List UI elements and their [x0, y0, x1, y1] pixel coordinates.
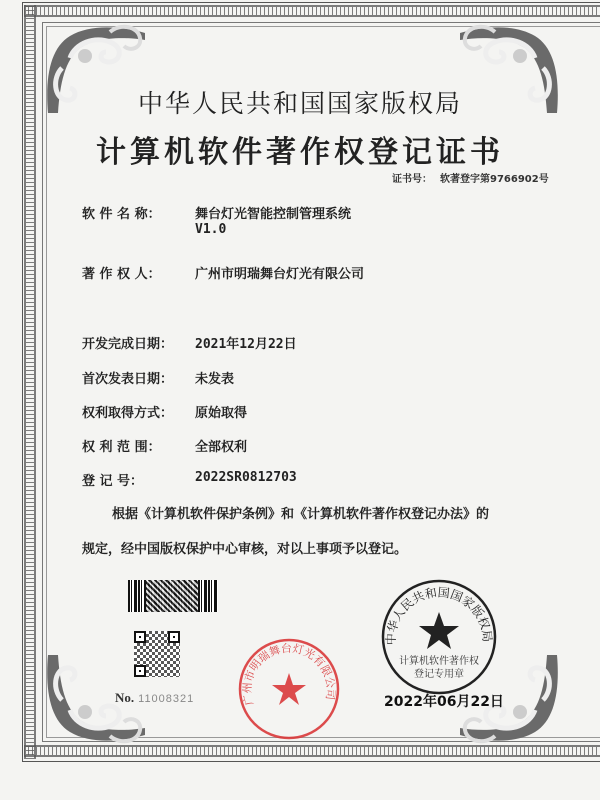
- serial-number: [115, 690, 194, 706]
- official-seal-text: 中华人民共和国国家版权局: [383, 585, 495, 646]
- field-value: 广州市明瑞舞台灯光有限公司: [195, 267, 365, 282]
- field-label: 权利取得方式：: [82, 406, 174, 421]
- field-label: 权 利 范 围：: [82, 440, 161, 455]
- certificate-number-label: 证书号：: [392, 174, 432, 185]
- field-registration-number: [82, 470, 297, 489]
- qr-code-icon: [134, 631, 180, 677]
- field-value: 舞台灯光智能控制管理系统: [195, 207, 352, 222]
- field-value: 原始取得: [195, 406, 248, 421]
- serial-number-value: 11008321: [138, 693, 195, 705]
- certificate-number: [392, 170, 549, 185]
- field-label: 首次发表日期：: [82, 372, 174, 387]
- company-seal-text: 广州市明瑞舞台灯光有限公司: [240, 641, 338, 707]
- serial-number-label: No.: [115, 690, 135, 705]
- official-seal-inner-line-1: 计算机软件著作权: [399, 656, 479, 667]
- field-rights-scope: [82, 436, 247, 455]
- star-icon: [419, 612, 459, 649]
- field-value-version: V1.0: [195, 222, 227, 237]
- official-seal: [380, 578, 498, 696]
- certificate-number-value: 软著登字第9766902号: [440, 174, 549, 185]
- statement-line-2: 规定，经中国版权保护中心审核，对以上事项予以登记。: [82, 542, 408, 557]
- statement-line-1: 根据《计算机软件保护条例》和《计算机软件著作权登记办法》的: [112, 507, 490, 522]
- field-value: 全部权利: [195, 440, 248, 455]
- field-value: 2021年12月22日: [195, 337, 297, 352]
- company-seal: [237, 637, 341, 741]
- meander-border-top: [24, 5, 600, 17]
- field-label: 著 作 权 人：: [82, 267, 161, 282]
- field-first-publication-date: [82, 368, 234, 387]
- official-seal-inner-line-2: 登记专用章: [414, 669, 464, 680]
- field-rights-acquisition-method: [82, 402, 247, 421]
- registration-statement: [82, 497, 552, 567]
- issuing-authority: 中华人民共和国国家版权局: [137, 89, 462, 118]
- field-value: 2022SR0812703: [195, 470, 297, 485]
- field-label: 登 记 号：: [82, 474, 144, 489]
- field-copyright-owner: [82, 263, 364, 282]
- field-value: 未发表: [195, 372, 235, 387]
- field-label: 软 件 名 称：: [82, 207, 161, 222]
- certificate-title: 计算机软件著作权登记证书: [96, 135, 504, 170]
- barcode-icon: [128, 580, 218, 612]
- issue-date: 2022年06月22日: [384, 694, 504, 710]
- field-development-completion-date: [82, 333, 297, 352]
- star-icon: [272, 673, 306, 705]
- field-label: 开发完成日期：: [82, 337, 174, 352]
- field-software-name: [82, 203, 351, 237]
